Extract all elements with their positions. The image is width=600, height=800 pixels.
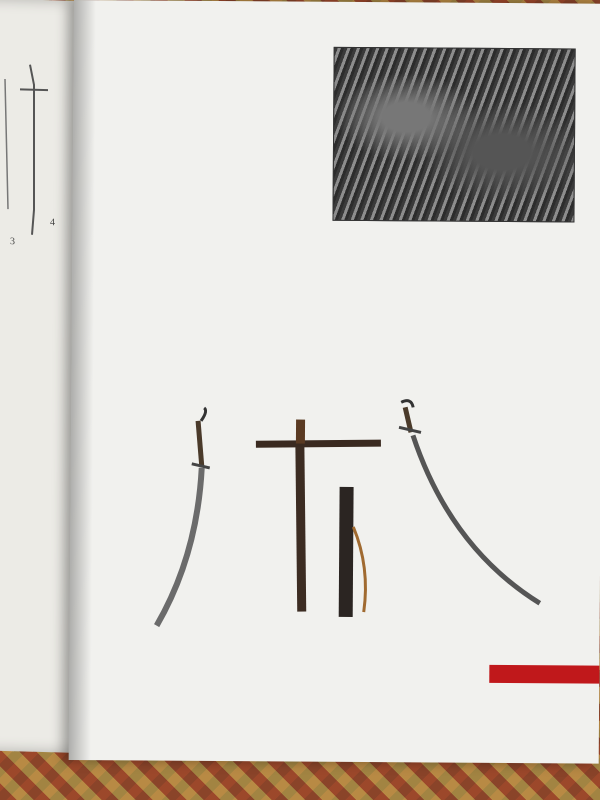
sabre-tatar-17th-century-image — [390, 397, 552, 628]
page-spine-shadow — [69, 0, 96, 760]
sword-drawings-icon — [0, 59, 70, 261]
sabre-caption-1 — [115, 638, 265, 639]
sabre-stefan-batory-image — [240, 416, 401, 627]
svg-text:3: 3 — [10, 236, 15, 248]
svg-text:4: 4 — [49, 217, 55, 229]
paragraph-end — [102, 355, 566, 358]
sabre-tatar-1600-image — [145, 406, 227, 637]
page-number-bar — [489, 665, 599, 684]
paragraph-top — [104, 30, 329, 32]
right-page — [69, 0, 600, 764]
photo-caption — [334, 224, 574, 226]
paragraph-16th-century — [102, 245, 566, 248]
battle-of-orsha-painting — [332, 47, 575, 223]
